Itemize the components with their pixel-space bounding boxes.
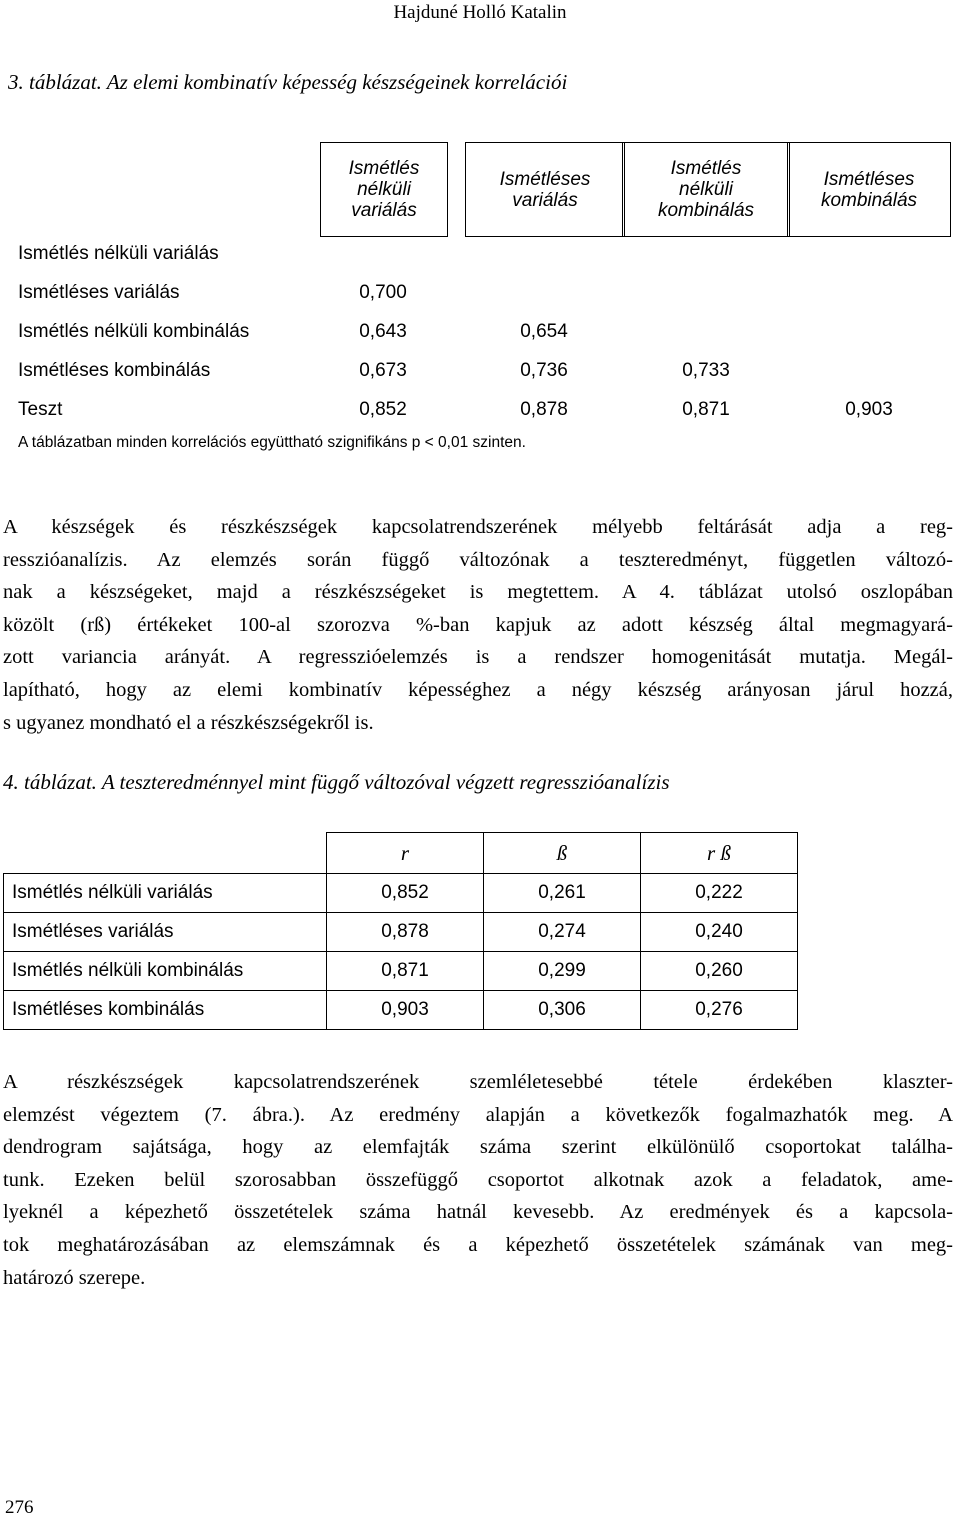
table4-header-row — [4, 833, 798, 874]
cell-value: 0,654 — [520, 321, 568, 342]
table4-caption — [3, 770, 670, 795]
text-line: lapítható, hogy az elemi kombinatív képességhez a négy készség arányosan járul hozzá, — [3, 678, 953, 701]
table3-header-row — [8, 142, 951, 237]
cell-value: 0,240 — [641, 913, 798, 952]
row-label: Ismétléses kombinálás — [18, 360, 211, 381]
table4-row — [4, 874, 798, 913]
table4-row — [4, 991, 798, 1030]
table3-caption-text: Az elemi kombinatív képesség készségeinek korrelációi — [106, 70, 568, 94]
text-line: dendrogram sajátsága, hogy az elemfajták száma szerint elkülönülő csoportokat találha- — [3, 1136, 953, 1159]
table4-row — [4, 952, 798, 991]
row-label: Ismétléses variálás — [18, 282, 180, 303]
table4-caption-number: 4. táblázat. — [3, 770, 97, 794]
row-label: Teszt — [18, 399, 63, 420]
text-line: resszióanalízis. Az elemzés során függő változónak a teszteredményt, független változó- — [3, 548, 953, 571]
table3-col-header: Ismétlés nélküli kombinálás — [622, 142, 790, 237]
text-line: s ugyanez mondható el a részkészségekről is. — [3, 711, 374, 734]
empty-corner-cell — [4, 833, 327, 874]
table4-row — [4, 913, 798, 952]
row-label: Ismétlés nélküli variálás — [18, 243, 219, 264]
cell-value: 0,736 — [520, 360, 568, 381]
cell-value: 0,733 — [682, 360, 730, 381]
cell-value: 0,276 — [641, 991, 798, 1030]
cell-value: 0,871 — [327, 952, 484, 991]
cell-value: 0,643 — [359, 321, 407, 342]
table3-caption-number: 3. táblázat. — [8, 70, 102, 94]
body-paragraph — [3, 511, 953, 739]
table3-col-header: Ismétlés nélküli variálás — [320, 142, 448, 237]
text-line: zott variancia arányát. A regresszióelemzés is a rendszer homogenitását mutatja. Megál- — [3, 646, 953, 669]
text-line: határozó szerepe. — [3, 1266, 146, 1289]
table3-row — [8, 237, 951, 276]
body-paragraph — [3, 1066, 953, 1294]
cell-value: 0,878 — [327, 913, 484, 952]
text-line: tunk. Ezeken belül szorosabban összefüggő csoportot alkotnak azok a feladatok, ame- — [3, 1168, 953, 1191]
text-line: A készségek és részkészségek kapcsolatrendszerének mélyebb feltárását adja a reg- — [3, 516, 953, 538]
cell-value: 0,222 — [641, 874, 798, 913]
cell-value: 0,673 — [359, 360, 407, 381]
cell-value: 0,700 — [359, 282, 407, 303]
col-header-beta: ß — [484, 833, 641, 874]
text-line: lyeknél a képezhető összetételek száma hatnál kevesebb. Az eredmények és a kapcsola- — [3, 1201, 953, 1224]
cell-value: 0,260 — [641, 952, 798, 991]
regression-table — [3, 832, 798, 1030]
table3-col-header: Ismétléses variálás — [465, 142, 625, 237]
col-header-r: r — [327, 833, 484, 874]
table3-significance-note: A táblázatban minden korrelációs együttható szignifikáns p < 0,01 szinten. — [18, 434, 526, 451]
cell-value: 0,903 — [327, 991, 484, 1030]
table3-row — [8, 354, 951, 393]
text-line: elemzést végeztem (7. ábra.). Az eredmény alapján a következők fogalmazhatók meg. A — [3, 1103, 953, 1126]
text-line: nak a készségeket, majd a részkészségeket is megtettem. A 4. táblázat utolsó oszlopában — [3, 581, 953, 604]
cell-value: 0,878 — [520, 399, 568, 420]
table3-col-header: Ismétléses kombinálás — [787, 142, 951, 237]
running-header: Hajduné Holló Katalin — [393, 2, 567, 23]
table3-row — [8, 393, 951, 432]
text-line: tok meghatározásában az elemszámnak és a képezhető összetételek számának van meg- — [3, 1233, 953, 1256]
page-number: 276 — [5, 1497, 34, 1518]
table4-caption-text: A teszteredménnyel mint függő változóval végzett regresszióanalízis — [101, 770, 670, 794]
row-label: Ismétlés nélküli kombinálás — [4, 952, 327, 991]
table3-row — [8, 315, 951, 354]
text-line: közölt (rß) értékeket 100-al szorozva %-ban kapjuk az adott készség által megmagyará- — [3, 613, 953, 636]
row-label: Ismétlés nélküli variálás — [4, 874, 327, 913]
cell-value: 0,852 — [359, 399, 407, 420]
cell-value: 0,261 — [484, 874, 641, 913]
text-line: A részkészségek kapcsolatrendszerének szemléletesebbé tétele érdekében klaszter- — [3, 1071, 953, 1093]
correlation-table — [8, 142, 951, 452]
cell-value: 0,299 — [484, 952, 641, 991]
cell-value: 0,871 — [682, 399, 730, 420]
cell-value: 0,852 — [327, 874, 484, 913]
table3-caption — [8, 70, 567, 95]
cell-value: 0,903 — [845, 399, 893, 420]
cell-value: 0,306 — [484, 991, 641, 1030]
row-label: Ismétléses variálás — [4, 913, 327, 952]
row-label: Ismétléses kombinálás — [4, 991, 327, 1030]
cell-value: 0,274 — [484, 913, 641, 952]
row-label: Ismétlés nélküli kombinálás — [18, 321, 250, 342]
table3-row — [8, 276, 951, 315]
col-header-r-beta: r ß — [641, 833, 798, 874]
